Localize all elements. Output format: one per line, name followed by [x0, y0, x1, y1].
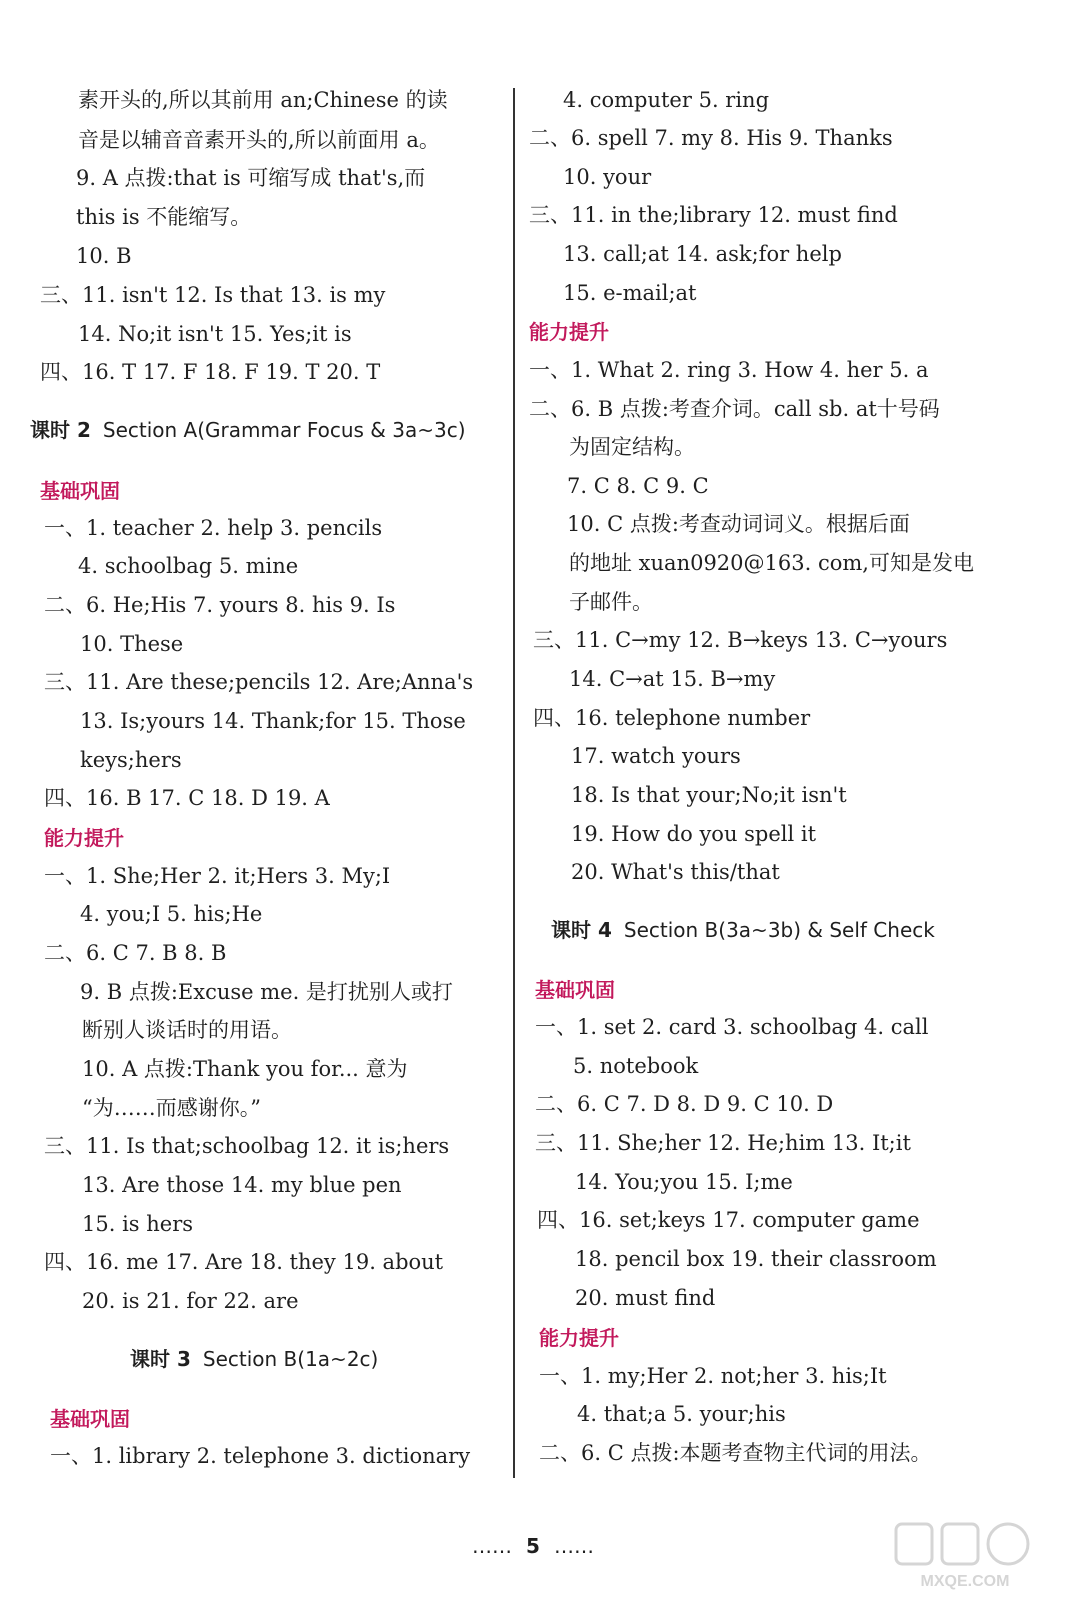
answer-line: 17. watch yours	[571, 744, 741, 768]
answer-line: 20. What's this/that	[571, 860, 780, 884]
lesson-heading	[130, 1345, 378, 1373]
footer-dots-left: ……	[472, 1534, 513, 1558]
answer-line: 20. is 21. for 22. are	[82, 1289, 299, 1313]
answer-line: keys;hers	[80, 748, 182, 772]
answer-line: 10. A 点拨:Thank you for... 意为	[82, 1057, 408, 1081]
lesson-heading	[30, 416, 466, 444]
answer-line: 10. C 点拨:考查动词词义。根据后面	[567, 512, 910, 536]
answer-line: 四、16. set;keys 17. computer game	[537, 1208, 920, 1232]
answer-line: 一、1. set 2. card 3. schoolbag 4. call	[535, 1015, 929, 1039]
answer-line: 二、6. He;His 7. yours 8. his 9. Is	[44, 593, 396, 617]
answer-line: 7. C 8. C 9. C	[567, 474, 709, 498]
answer-line: 14. C→at 15. B→my	[569, 667, 776, 691]
answer-line: 一、1. library 2. telephone 3. dictionary	[50, 1444, 471, 1468]
answer-line: 4. that;a 5. your;his	[577, 1402, 786, 1426]
section-heading: 基础巩固	[40, 479, 120, 503]
answer-line: 18. pencil box 19. their classroom	[575, 1247, 937, 1271]
answer-line: 四、16. T 17. F 18. F 19. T 20. T	[40, 360, 381, 384]
answer-line: 四、16. me 17. Are 18. they 19. about	[44, 1250, 444, 1274]
answer-line: 音是以辅音音素开头的,所以前面用 a。	[78, 128, 440, 152]
answer-line: 三、11. in the;library 12. must find	[529, 203, 898, 227]
answer-line: 三、11. isn't 12. Is that 13. is my	[40, 283, 386, 307]
answer-line: 一、1. She;Her 2. it;Hers 3. My;I	[44, 864, 391, 888]
answer-line: 断别人谈话时的用语。	[82, 1018, 292, 1042]
section-heading: 能力提升	[529, 320, 609, 344]
answer-line: 二、6. C 7. B 8. B	[44, 941, 227, 965]
answer-line: 20. must find	[575, 1286, 716, 1310]
answer-line: 10. These	[80, 632, 184, 656]
answer-line: 5. notebook	[573, 1054, 699, 1078]
watermark-logo-icon	[890, 1522, 1040, 1592]
answer-line: 4. you;I 5. his;He	[80, 902, 263, 926]
answer-line: 15. is hers	[82, 1212, 194, 1236]
watermark-text: MXQE.COM	[920, 1573, 1010, 1590]
answer-line: 二、6. B 点拨:考查介词。call sb. at十号码	[529, 397, 940, 421]
lesson-title: Section B(1a~2c)	[202, 1347, 379, 1371]
answer-line: “为……而感谢你。”	[82, 1096, 261, 1120]
answer-line: 为固定结构。	[569, 435, 695, 459]
answer-line: 二、6. C 点拨:本题考查物主代词的用法。	[539, 1441, 932, 1465]
lesson-tag: 课时 2	[30, 418, 91, 442]
answer-line: 10. your	[563, 165, 652, 189]
answer-line: 4. computer 5. ring	[563, 88, 770, 112]
answer-line: 14. You;you 15. I;me	[575, 1170, 793, 1194]
lesson-tag: 课时 4	[551, 918, 612, 942]
lesson-heading	[551, 916, 935, 944]
answer-line: 4. schoolbag 5. mine	[78, 554, 299, 578]
section-heading: 基础巩固	[50, 1407, 130, 1431]
answer-line: 素开头的,所以其前用 an;Chinese 的读	[78, 88, 448, 112]
answer-line: 四、16. telephone number	[533, 706, 811, 730]
answer-line: 10. B	[76, 244, 132, 268]
page-number: 5	[526, 1534, 540, 1558]
answer-line: 13. Is;yours 14. Thank;for 15. Those	[80, 709, 466, 733]
answer-line: 15. e-mail;at	[563, 281, 697, 305]
lesson-title: Section B(3a~3b) & Self Check	[623, 918, 935, 942]
answer-line: 二、6. C 7. D 8. D 9. C 10. D	[535, 1092, 834, 1116]
answer-line: 四、16. B 17. C 18. D 19. A	[44, 786, 330, 810]
answer-line: 18. Is that your;No;it isn't	[571, 783, 847, 807]
answer-line: 9. B 点拨:Excuse me. 是打扰别人或打	[80, 980, 453, 1004]
answer-line: 14. No;it isn't 15. Yes;it is	[78, 322, 352, 346]
answer-line: 子邮件。	[569, 590, 653, 614]
answer-line: 一、1. What 2. ring 3. How 4. her 5. a	[529, 358, 929, 382]
lesson-tag: 课时 3	[130, 1347, 191, 1371]
answer-line: 三、11. Are these;pencils 12. Are;Anna's	[44, 670, 474, 694]
answer-line: 三、11. C→my 12. B→keys 13. C→yours	[533, 628, 948, 652]
answer-line: 一、1. teacher 2. help 3. pencils	[44, 516, 383, 540]
answer-line: 三、11. Is that;schoolbag 12. it is;hers	[44, 1134, 450, 1158]
answer-line: 13. Are those 14. my blue pen	[82, 1173, 402, 1197]
answer-line: this is 不能缩写。	[76, 205, 252, 229]
column-divider	[513, 88, 515, 1478]
section-heading: 能力提升	[539, 1326, 619, 1350]
answer-line: 三、11. She;her 12. He;him 13. It;it	[535, 1131, 911, 1155]
answer-line: 二、6. spell 7. my 8. His 9. Thanks	[529, 126, 893, 150]
lesson-title: Section A(Grammar Focus & 3a~3c)	[102, 418, 466, 442]
watermark-logo	[890, 1522, 1040, 1592]
answer-line: 19. How do you spell it	[571, 822, 817, 846]
answer-line: 的地址 xuan0920@163. com,可知是发电	[569, 551, 974, 575]
answer-line: 一、1. my;Her 2. not;her 3. his;It	[539, 1364, 887, 1388]
section-heading: 能力提升	[44, 826, 124, 850]
section-heading: 基础巩固	[535, 978, 615, 1002]
answer-line: 13. call;at 14. ask;for help	[563, 242, 842, 266]
answer-line: 9. A 点拨:that is 可缩写成 that's,而	[76, 166, 426, 190]
footer-dots-right: ……	[553, 1534, 594, 1558]
